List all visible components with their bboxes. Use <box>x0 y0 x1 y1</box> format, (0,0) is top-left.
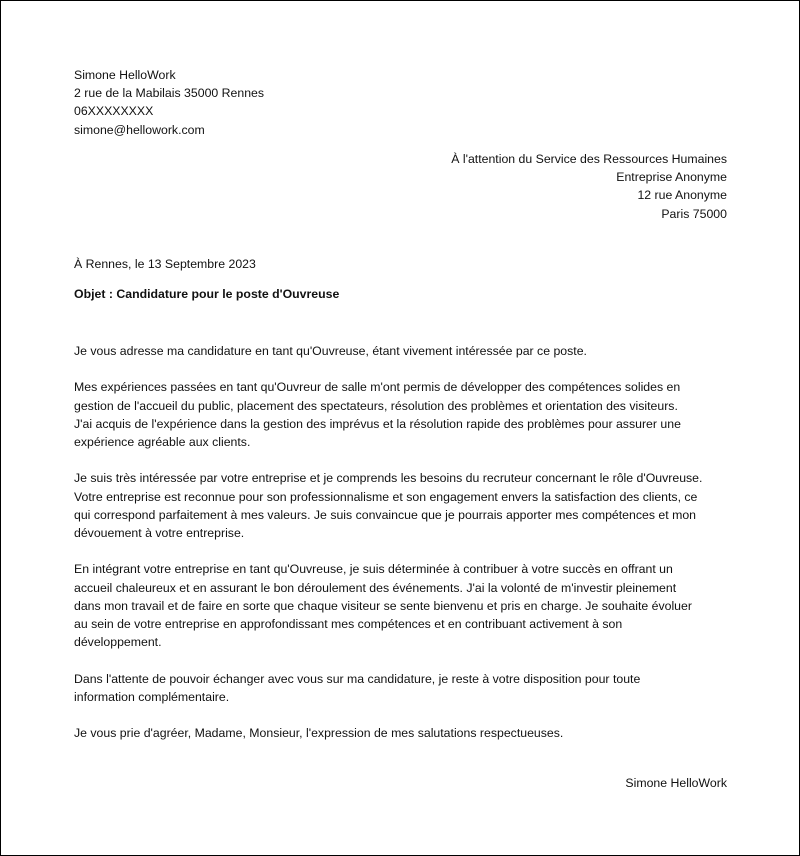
sender-phone: 06XXXXXXXX <box>74 104 154 119</box>
recipient-company: Entreprise Anonyme <box>616 170 727 185</box>
subject-line: Objet : Candidature pour le poste d'Ouvreuse <box>74 287 340 301</box>
recipient-attention: À l'attention du Service des Ressources Humaines <box>451 152 727 166</box>
body-paragraph <box>74 670 734 706</box>
body-paragraph <box>74 378 734 451</box>
paragraph-line: qui correspond parfaitement à mes valeurs. Je suis convaincue que je pourrais apporter mes compétences et mon <box>74 507 697 522</box>
letter-body <box>74 342 734 761</box>
body-paragraph <box>74 469 734 542</box>
recipient-street: 12 rue Anonyme <box>637 188 727 203</box>
recipient-block <box>307 150 727 223</box>
paragraph-line: gestion de l'accueil du public, placement des spectateurs, résolution des problèmes et orientation des visiteurs. <box>74 398 678 413</box>
paragraph-line: Dans l'attente de pouvoir échanger avec vous sur ma candidature, je reste à votre disposition pour toute <box>74 671 641 686</box>
paragraph-line: accueil chaleureux et en assurant le bon déroulement des événements. J'ai la volonté de m'investir pleinement <box>74 580 677 595</box>
paragraph-line: En intégrant votre entreprise en tant qu'Ouvreuse, je suis déterminée à contribuer à votre succès en offrant un <box>74 562 673 577</box>
paragraph-line: Je suis très intéressée par votre entreprise et je comprends les besoins du recruteur concernant le rôle d'Ouvreuse. <box>74 471 703 486</box>
paragraph-line: J'ai acquis de l'expérience dans la gestion des imprévus et la résolution rapide des problèmes pour assurer une <box>74 416 681 431</box>
paragraph-line: Votre entreprise est reconnue pour son professionnalisme et son engagement envers la satisfaction des clients, ce <box>74 489 698 504</box>
paragraph-line: dans mon travail et de faire en sorte que chaque visiteur se sente bienvenu et pris en charge. Je souhaite évoluer <box>74 598 692 613</box>
sender-block <box>74 66 474 139</box>
body-paragraph <box>74 342 734 360</box>
paragraph-line: information complémentaire. <box>74 689 230 704</box>
paragraph-line: dévouement à votre entreprise. <box>74 526 245 540</box>
paragraph-line: Mes expériences passées en tant qu'Ouvreur de salle m'ont permis de développer des compétences solides en <box>74 380 681 395</box>
paragraph-line: au sein de votre entreprise en approfondissant mes compétences et en contribuant activement à son <box>74 617 623 631</box>
date-line: À Rennes, le 13 Septembre 2023 <box>74 257 256 271</box>
signature: Simone HelloWork <box>625 776 727 790</box>
recipient-city: Paris 75000 <box>661 206 727 221</box>
body-paragraph <box>74 724 734 742</box>
paragraph-line: Je vous prie d'agréer, Madame, Monsieur, l'expression de mes salutations respectueuses. <box>74 726 564 741</box>
paragraph-line: Je vous adresse ma candidature en tant qu'Ouvreuse, étant vivement intéressée par ce poste. <box>74 344 587 358</box>
sender-email: simone@hellowork.com <box>74 122 205 137</box>
sender-name: Simone HelloWork <box>74 68 176 82</box>
body-paragraph <box>74 560 734 651</box>
paragraph-line: expérience agréable aux clients. <box>74 435 251 449</box>
sender-address: 2 rue de la Mabilais 35000 Rennes <box>74 86 265 101</box>
paragraph-line: développement. <box>74 635 162 650</box>
